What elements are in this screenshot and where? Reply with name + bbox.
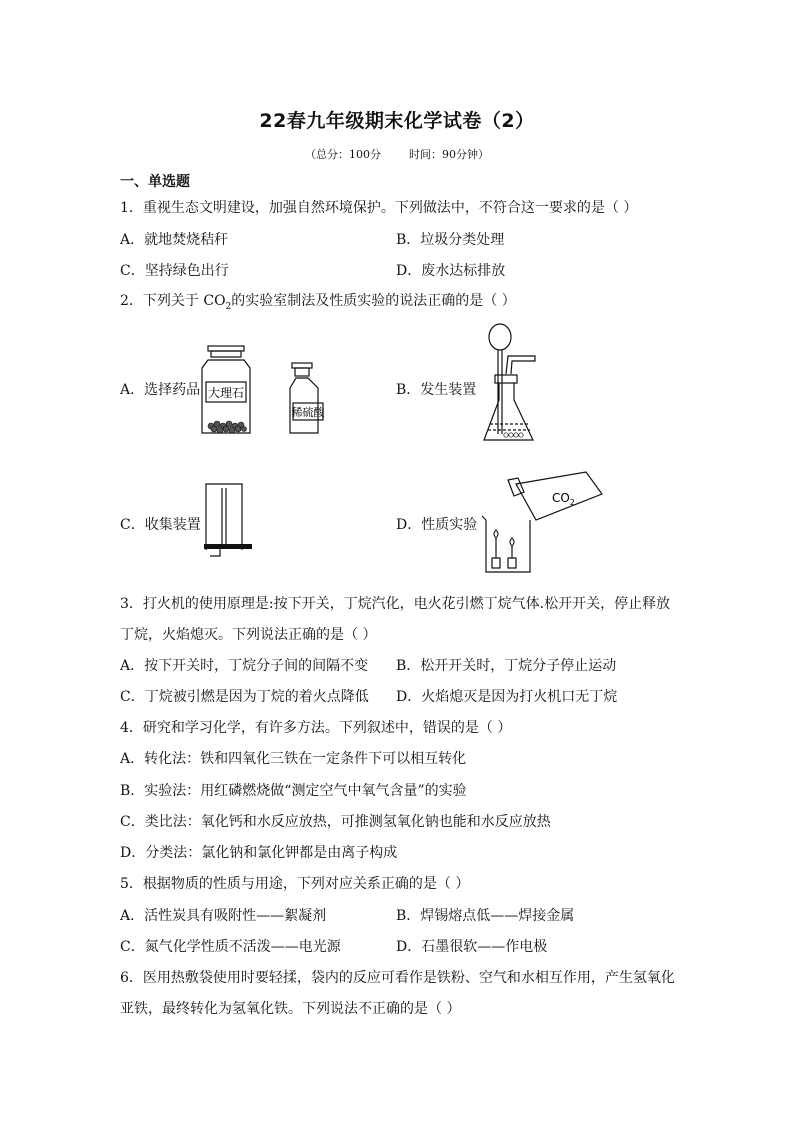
q5-stem: 5．根据物质的性质与用途，下列对应关系正确的是（ ） [120, 876, 470, 892]
q1-option-d: D．废水达标排放 [396, 263, 506, 279]
q1-option-a: A．就地焚烧秸秆 [120, 232, 229, 248]
q3-option-b: B．松开开关时，丁烷分子停止运动 [396, 658, 617, 674]
q4-stem: 4．研究和学习化学，有许多方法。下列叙述中，错误的是（ ） [120, 720, 512, 736]
collection-apparatus-figure [200, 480, 260, 560]
q2-option-b: B．发生装置 [396, 382, 477, 398]
page-title: 22春九年级期末化学试卷（2） [259, 110, 535, 132]
q3-option-a: A．按下开关时，丁烷分子间的间隔不变 [120, 658, 369, 674]
q2-stem: 2．下列关于 $CO_2$的实验室制法及性质实验的说法正确的是（ ） [120, 293, 516, 312]
q6-stem-line1: 6．医用热敷袋使用时要轻揉，袋内的反应可看作是铁粉、空气和水相互作用，产生氢氧化 [120, 970, 675, 986]
section-heading: 一、单选题 [120, 174, 190, 190]
q4-option-c: C．类比法：氧化钙和水反应放热，可推测氢氧化钠也能和水反应放热 [120, 814, 551, 830]
marble-label: 大理石 [207, 386, 245, 400]
q4-option-a: A．转化法：铁和四氧化三铁在一定条件下可以相互转化 [120, 751, 467, 767]
q2-option-d: D．性质实验 [396, 517, 478, 533]
q6-stem-line2: 亚铁，最终转化为氢氧化铁。下列说法不正确的是（ ） [120, 1001, 461, 1017]
q4-option-b: B．实验法：用红磷燃烧做“测定空气中氧气含量”的实验 [120, 783, 467, 799]
q1-option-b: B．垃圾分类处理 [396, 232, 505, 248]
solid-particles [504, 433, 523, 437]
q3-stem-line2: 丁烷，火焰熄灭。下列说法正确的是（ ） [120, 627, 377, 643]
q3-stem-line1: 3．打火机的使用原理是:按下开关，丁烷汽化，电火花引燃丁烷气体.松开开关，停止释放 [120, 596, 671, 612]
collection-base [204, 544, 252, 549]
q5-option-d: D．石墨很软——作电极 [396, 939, 548, 955]
q2-option-a: A．选择药品 [120, 382, 201, 398]
q2-option-c: C．收集装置 [120, 517, 201, 533]
co2-label: $CO_2$ [552, 491, 575, 507]
marble-chips [208, 421, 247, 433]
reagent-bottles-figure [200, 340, 350, 440]
dilute-acid-label: 稀硫酸 [291, 406, 325, 419]
q3-option-d: D．火焰熄灭是因为打火机口无丁烷 [396, 689, 618, 705]
q5-option-c: C．氮气化学性质不活泼——电光源 [120, 939, 341, 955]
q1-stem: 1．重视生态文明建设，加强自然环境保护。下列做法中，不符合这一要求的是（ ） [120, 200, 638, 216]
q3-option-c: C．丁烷被引燃是因为丁烷的着火点降低 [120, 689, 369, 705]
q5-option-b: B．焊锡熔点低——焊接金属 [396, 908, 575, 924]
exam-info: （总分：100分 时间：90分钟） [305, 148, 489, 161]
q4-option-d: D．分类法：氯化钠和氯化钾都是由离子构成 [120, 845, 398, 861]
property-experiment-figure [478, 470, 608, 580]
q5-option-a: A．活性炭具有吸附性——絮凝剂 [120, 908, 327, 924]
q1-option-c: C．坚持绿色出行 [120, 263, 229, 279]
generator-apparatus-figure [478, 322, 558, 448]
